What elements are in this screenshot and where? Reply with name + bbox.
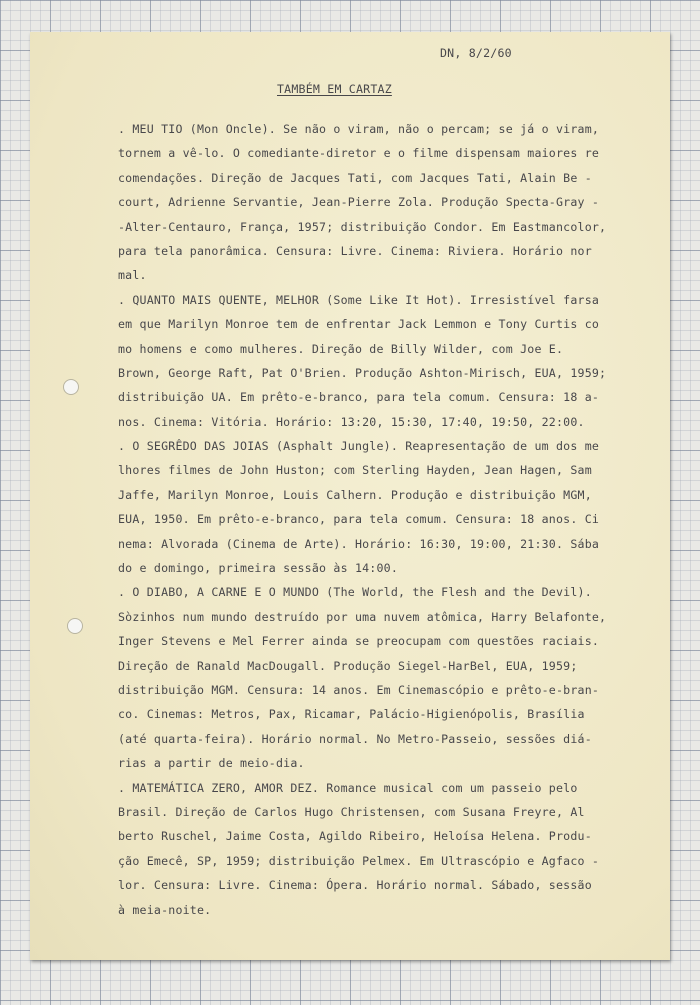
text-line: Inger Stevens e Mel Ferrer ainda se preocupam com questões raciais. (118, 634, 600, 649)
document-reference: DN, 8/2/60 (440, 46, 512, 60)
text-line: em que Marilyn Monroe tem de enfrentar Jack Lemmon e Tony Curtis co (118, 317, 600, 332)
punch-hole (63, 379, 79, 395)
text-line: Brown, George Raft, Pat O'Brien. Produção Ashton-Mirisch, EUA, 1959; (118, 365, 607, 380)
text-line: distribuição UA. Em prêto-e-branco, para tela comum. Censura: 18 a- (118, 390, 600, 405)
text-line: à meia-noite. (118, 902, 212, 917)
document-body (118, 117, 648, 922)
text-line: para tela panorâmica. Censura: Livre. Cinema: Riviera. Horário nor (118, 243, 592, 258)
text-line: comendações. Direção de Jacques Tati, com Jacques Tati, Alain Be - (118, 170, 592, 185)
text-line: co. Cinemas: Metros, Pax, Ricamar, Palácio-Higienópolis, Brasília (118, 707, 585, 722)
text-line: . MEU TIO (Mon Oncle). Se não o viram, não o percam; se já o viram, (118, 122, 600, 136)
text-line: . O SEGRÊDO DAS JOIAS (Asphalt Jungle). Reapresentação de um dos me (118, 439, 600, 454)
text-line: Jaffe, Marilyn Monroe, Louis Calhern. Produção e distribuição MGM, (118, 487, 592, 502)
text-line: mo homens e como mulheres. Direção de Billy Wilder, com Joe E. (118, 341, 564, 356)
text-line: lor. Censura: Livre. Cinema: Ópera. Horário normal. Sábado, sessão (118, 878, 592, 893)
text-line: EUA, 1950. Em prêto-e-branco, para tela comum. Censura: 18 anos. Ci (118, 512, 600, 527)
text-line: court, Adrienne Servantie, Jean-Pierre Zola. Produção Specta-Gray - (118, 195, 600, 210)
document-title: TAMBÉM EM CARTAZ (277, 82, 392, 96)
punch-hole (67, 618, 83, 634)
text-line: berto Ruschel, Jaime Costa, Agildo Ribeiro, Heloísa Helena. Produ- (118, 829, 592, 844)
text-line: nema: Alvorada (Cinema de Arte). Horário: 16:30, 19:00, 21:30. Sába (118, 536, 600, 551)
text-line: mal. (118, 268, 147, 283)
text-line: -Alter-Centauro, França, 1957; distribuição Condor. Em Eastmancolor, (118, 219, 607, 234)
text-line: do e domingo, primeira sessão às 14:00. (118, 561, 399, 576)
text-line: distribuição MGM. Censura: 14 anos. Em Cinemascópio e prêto-e-bran- (118, 682, 600, 697)
text-line: tornem a vê-lo. O comediante-diretor e o filme dispensam maiores re (118, 146, 600, 161)
text-line: Brasil. Direção de Carlos Hugo Christensen, com Susana Freyre, Al (118, 804, 585, 819)
text-line: . MATEMÁTICA ZERO, AMOR DEZ. Romance musical com um passeio pelo (118, 780, 578, 795)
text-line: Direção de Ranald MacDougall. Produção Siegel-HarBel, EUA, 1959; (118, 658, 578, 673)
text-line: lhores filmes de John Huston; com Sterling Hayden, Jean Hagen, Sam (118, 463, 592, 478)
text-line: nos. Cinema: Vitória. Horário: 13:20, 15:30, 17:40, 19:50, 22:00. (118, 414, 585, 429)
text-line: Sòzinhos num mundo destruído por uma nuvem atômica, Harry Belafonte, (118, 609, 607, 624)
text-line: . QUANTO MAIS QUENTE, MELHOR (Some Like It Hot). Irresistível farsa (118, 292, 600, 307)
text-line: rias a partir de meio-dia. (118, 756, 305, 771)
text-line: ção Emecê, SP, 1959; distribuição Pelmex. Em Ultrascópio e Agfaco - (118, 853, 600, 868)
text-line: . O DIABO, A CARNE E O MUNDO (The World, the Flesh and the Devil). (118, 585, 592, 600)
text-line: (até quarta-feira). Horário normal. No Metro-Passeio, sessões diá- (118, 731, 592, 746)
